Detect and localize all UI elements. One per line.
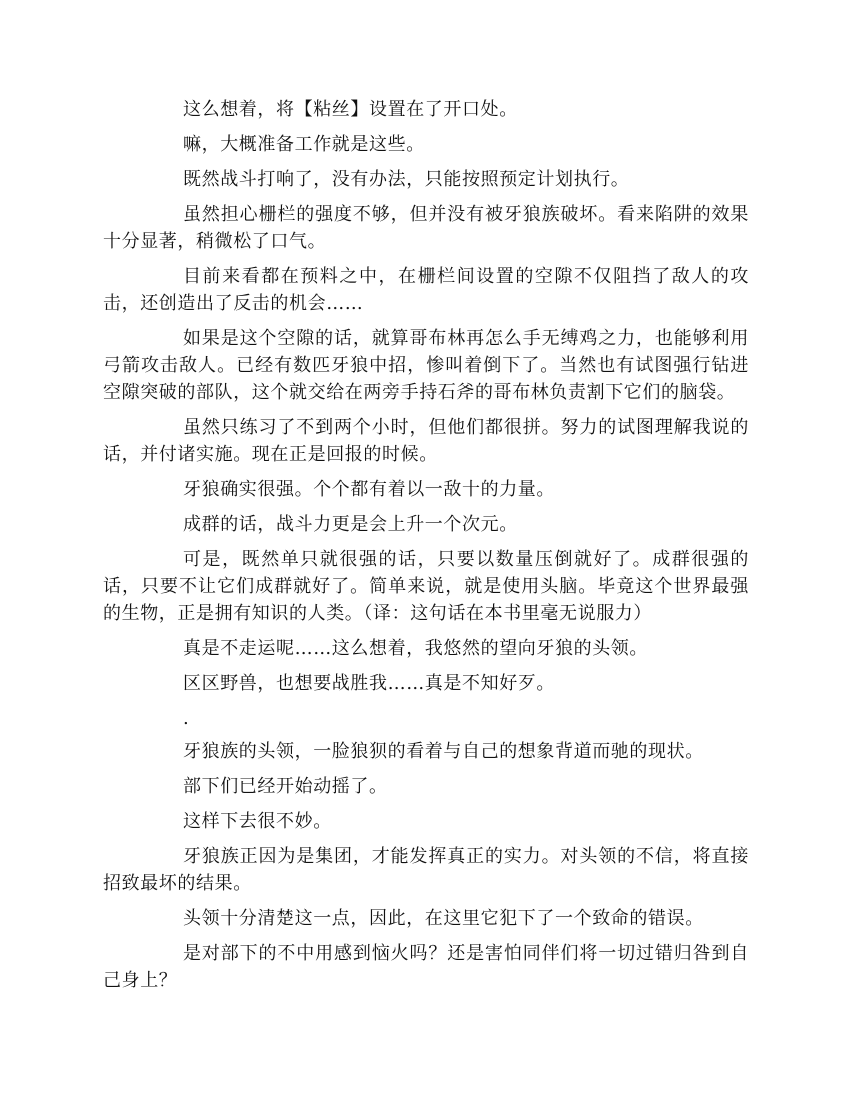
- paragraph: 部下们已经开始动摇了。: [183, 776, 388, 797]
- paragraph: 这么想着，将【粘丝】设置在了开口处。: [183, 99, 518, 120]
- paragraph: 是对部下的不中用感到恼火吗？还是害怕同伴们将一切过错归咎到自己身上？: [103, 943, 749, 991]
- paragraph: 虽然担心栅栏的强度不够，但并没有被牙狼族破坏。看来陷阱的效果十分显著，稍微松了口气。: [103, 204, 749, 252]
- paragraph: 这样下去很不妙。: [183, 811, 332, 832]
- paragraph: 可是，既然单只就很强的话，只要以数量压倒就好了。成群很强的话，只要不让它们成群就好了。简单来说，就是使用头脑。毕竟这个世界最强的生物，正是拥有知识的人类。（译：这句话在本书里毫无说服力）: [103, 549, 749, 624]
- body-text: [103, 96, 749, 1002]
- paragraph: 头领十分清楚这一点，因此，在这里它犯下了一个致命的错误。: [183, 908, 704, 929]
- paragraph: 如果是这个空隙的话，就算哥布林再怎么手无缚鸡之力，也能够利用弓箭攻击敌人。已经有数匹牙狼中招，惨叫着倒下了。当然也有试图强行钻进空隙突破的部队，这个就交给在两旁手持石斧的哥布林负责割下它们的脑袋。: [103, 328, 749, 403]
- paragraph: 目前来看都在预料之中，在栅栏间设置的空隙不仅阻挡了敌人的攻击，还创造出了反击的机会……: [103, 266, 749, 314]
- paragraph: 成群的话，战斗力更是会上升一个次元。: [183, 514, 518, 535]
- paragraph: 既然战斗打响了，没有办法，只能按照预定计划执行。: [183, 169, 630, 190]
- section-separator: .: [183, 708, 190, 729]
- paragraph: 牙狼确实很强。个个都有着以一敌十的力量。: [183, 479, 555, 500]
- paragraph: 牙狼族正因为是集团，才能发挥真正的实力。对头领的不信，将直接招致最坏的结果。: [103, 846, 749, 894]
- paragraph: 真是不走运呢……这么想着，我悠然的望向牙狼的头领。: [183, 638, 648, 659]
- paragraph: 嘛，大概准备工作就是这些。: [183, 134, 425, 155]
- paragraph: 虽然只练习了不到两个小时，但他们都很拼。努力的试图理解我说的话，并付诸实施。现在正是回报的时候。: [103, 417, 749, 465]
- paragraph: 牙狼族的头领，一脸狼狈的看着与自己的想象背道而驰的现状。: [183, 741, 704, 762]
- paragraph: 区区野兽，也想要战胜我……真是不知好歹。: [183, 673, 555, 694]
